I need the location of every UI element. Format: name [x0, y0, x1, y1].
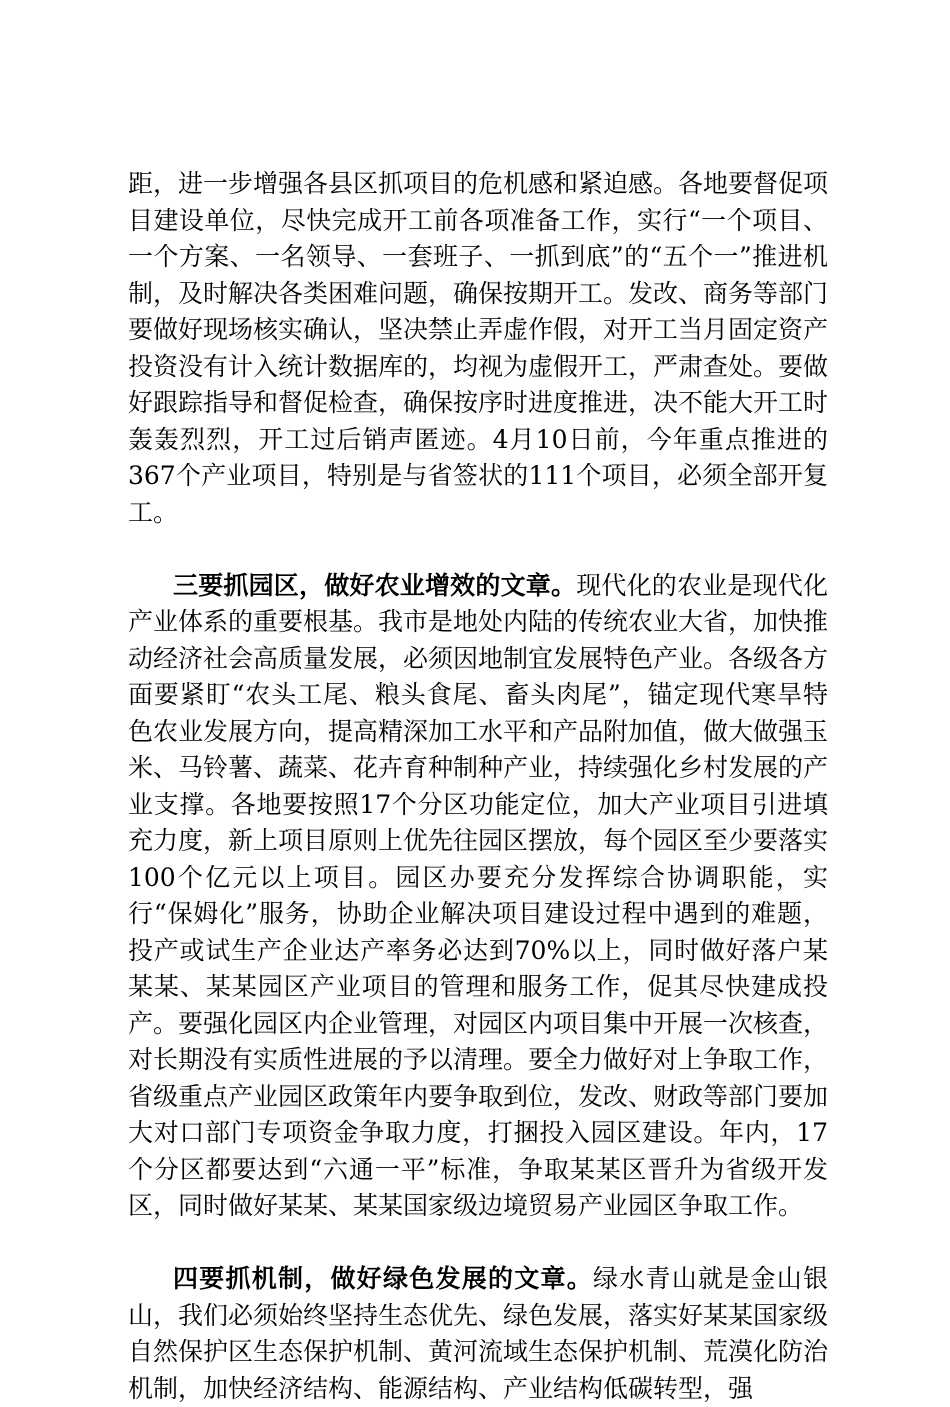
- paragraph-text: 距，进一步增强各县区抓项目的危机感和紧迫感。各地要督促项目建设单位，尽快完成开工前各项准备工作，实行“一个项目、一个方案、一名领导、一套班子、一抓到底”的“五个一”推进机制，及时解决各类困难问题，确保按期开工。发改、商务等部门要做好现场核实确认，坚决禁止弄虚作假，对开工当月固定资产投资没有计入统计数据库的，均视为虚假开工，严肃查处。要做好跟踪指导和督促检查，确保按序时进度推进，决不能大开工时轰轰烈烈，开工过后销声匿迹。4月10日前，今年重点推进的367个产业项目，特别是与省签状的111个项目，必须全部开复工。: [128, 169, 829, 527]
- paragraph-heading: 三要抓园区，做好农业增效的文章。: [173, 570, 577, 600]
- paragraph-continuation: [128, 166, 828, 531]
- paragraph-mechanism: [128, 1261, 828, 1407]
- paragraph-park: [128, 568, 828, 1225]
- document-body: [128, 166, 828, 1407]
- paragraph-heading: 四要抓机制，做好绿色发展的文章。: [173, 1264, 593, 1293]
- paragraph-text: 现代化的农业是现代化产业体系的重要根基。我市是地处内陆的传统农业大省，加快推动经济社会高质量发展，必须因地制宜发展特色产业。各级各方面要紧盯“农头工尾、粮头食尾、畜头肉尾”，锚定现代寒旱特色农业发展方向，提高精深加工水平和产品附加值，做大做强玉米、马铃薯、蔬菜、花卉育种制种产业，持续强化乡村发展的产业支撑。各地要按照17个分区功能定位，加大产业项目引进填充力度，新上项目原则上优先往园区摆放，每个园区至少要落实100个亿元以上项目。园区办要充分发挥综合协调职能，实行“保姆化”服务，协助企业解决项目建设过程中遇到的难题，投产或试生产企业达产率务必达到70%以上，同时做好落户某某某、某某园区产业项目的管理和服务工作，促其尽快建成投产。要强化园区内企业管理，对园区内项目集中开展一次核查，对长期没有实质性进展的予以清理。要全力做好对上争取工作，省级重点产业园区政策年内要争取到位，发改、财政等部门要加大对口部门专项资金争取力度，打捆投入园区建设。年内，17个分区都要达到“六通一平”标准，争取某某区晋升为省级开发区，同时做好某某、某某国家级边境贸易产业园区争取工作。: [128, 570, 829, 1220]
- paragraph-text: 绿水青山就是金山银山，我们必须始终坚持生态优先、绿色发展，落实好某某国家级自然保护区生态保护机制、黄河流域生态保护机制、荒漠化防治机制，加快经济结构、能源结构、产业结构低碳转型，强: [128, 1264, 829, 1403]
